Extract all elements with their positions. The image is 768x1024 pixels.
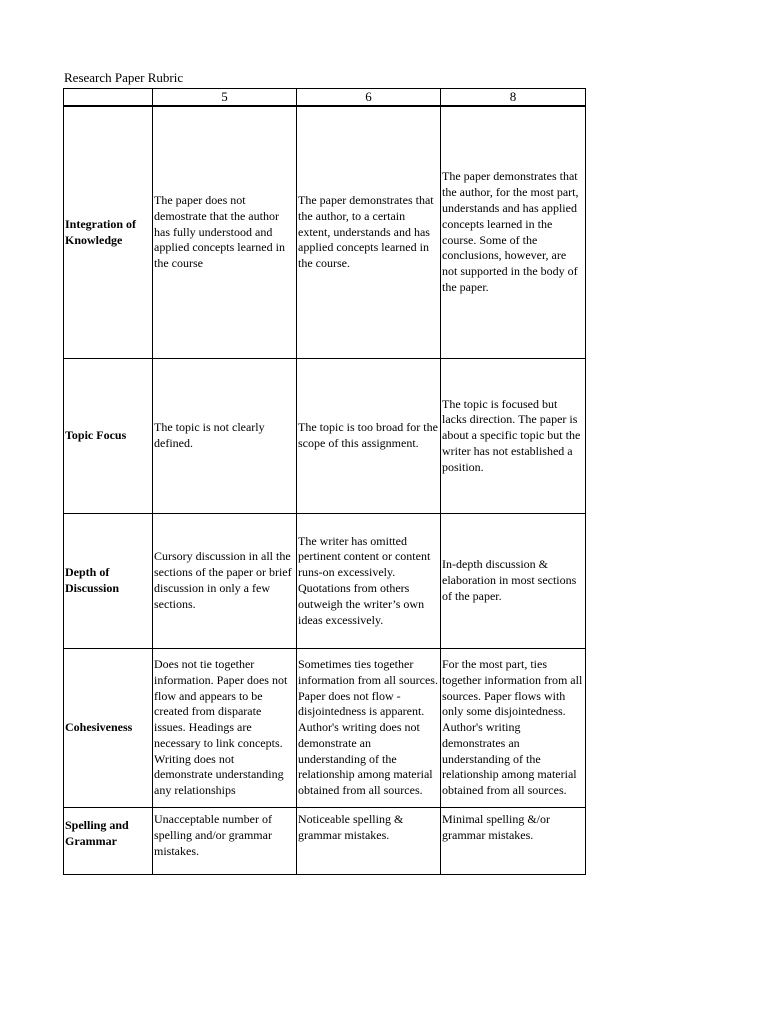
header-row xyxy=(64,89,586,107)
table-row xyxy=(64,106,586,359)
rubric-cell: The paper demonstrates that the author, for the most part, understands and has applied concepts learned in the course. Some of the conclusions, however, are not supported in the body of the paper. xyxy=(441,106,586,359)
rubric-cell: Noticeable spelling & grammar mistakes. xyxy=(297,808,441,875)
criterion-label: Spelling and Grammar xyxy=(64,808,153,875)
rubric-cell: Minimal spelling &/or grammar mistakes. xyxy=(441,808,586,875)
criterion-label: Integration of Knowledge xyxy=(64,106,153,359)
criterion-label: Cohesiveness xyxy=(64,649,153,808)
rubric-cell: In-depth discussion & elaboration in most sections of the paper. xyxy=(441,514,586,649)
header-cell-score: 5 xyxy=(153,89,297,107)
header-cell-criterion xyxy=(64,89,153,107)
rubric-cell xyxy=(441,649,586,808)
rubric-cell: The topic is too broad for the scope of this assignment. xyxy=(297,359,441,514)
header-cell-score: 6 xyxy=(297,89,441,107)
rubric-cell-text: Does not tie together information. Paper does not flow and appears to be created from disparate issues. Headings are necessary to link concepts. Writing does not demonstrate understanding any relationships xyxy=(154,656,288,798)
rubric-cell xyxy=(297,649,441,808)
table-row xyxy=(64,808,586,875)
header-cell-score: 8 xyxy=(441,89,586,107)
table-row xyxy=(64,649,586,808)
page-title: Research Paper Rubric xyxy=(64,70,184,85)
table-row xyxy=(64,359,586,514)
criterion-label: Topic Focus xyxy=(64,359,153,514)
rubric-cell xyxy=(153,649,297,808)
rubric-cell: The paper demonstrates that the author, to a certain extent, understands and has applied concepts learned in the course. xyxy=(297,106,441,359)
criterion-label: Depth of Discussion xyxy=(64,514,153,649)
rubric-cell-text: For the most part, ties together information from all sources. Paper flows with only some disjointedness. Author's writing demonstrates an understanding of the relationship among material obtained from all sources. xyxy=(442,656,583,798)
rubric-cell: Cursory discussion in all the sections of the paper or brief discussion in only a few sections. xyxy=(153,514,297,649)
rubric-cell: Unacceptable number of spelling and/or grammar mistakes. xyxy=(153,808,297,875)
rubric-cell: The paper does not demostrate that the author has fully understood and applied concepts learned in the course xyxy=(153,106,297,359)
table-row xyxy=(64,514,586,649)
rubric-cell: The topic is focused but lacks direction. The paper is about a specific topic but the writer has not established a position. xyxy=(441,359,586,514)
rubric-cell: The writer has omitted pertinent content or content runs-on excessively. Quotations from others outweigh the writer’s own ideas excessively. xyxy=(297,514,441,649)
rubric-table xyxy=(63,88,586,875)
rubric-cell-text: Sometimes ties together information from all sources. Paper does not flow - disjointedness is apparent. Author's writing does not demonstrate an understanding of the relationship among material obtained from all sources. xyxy=(298,656,438,798)
rubric-cell: The topic is not clearly defined. xyxy=(153,359,297,514)
